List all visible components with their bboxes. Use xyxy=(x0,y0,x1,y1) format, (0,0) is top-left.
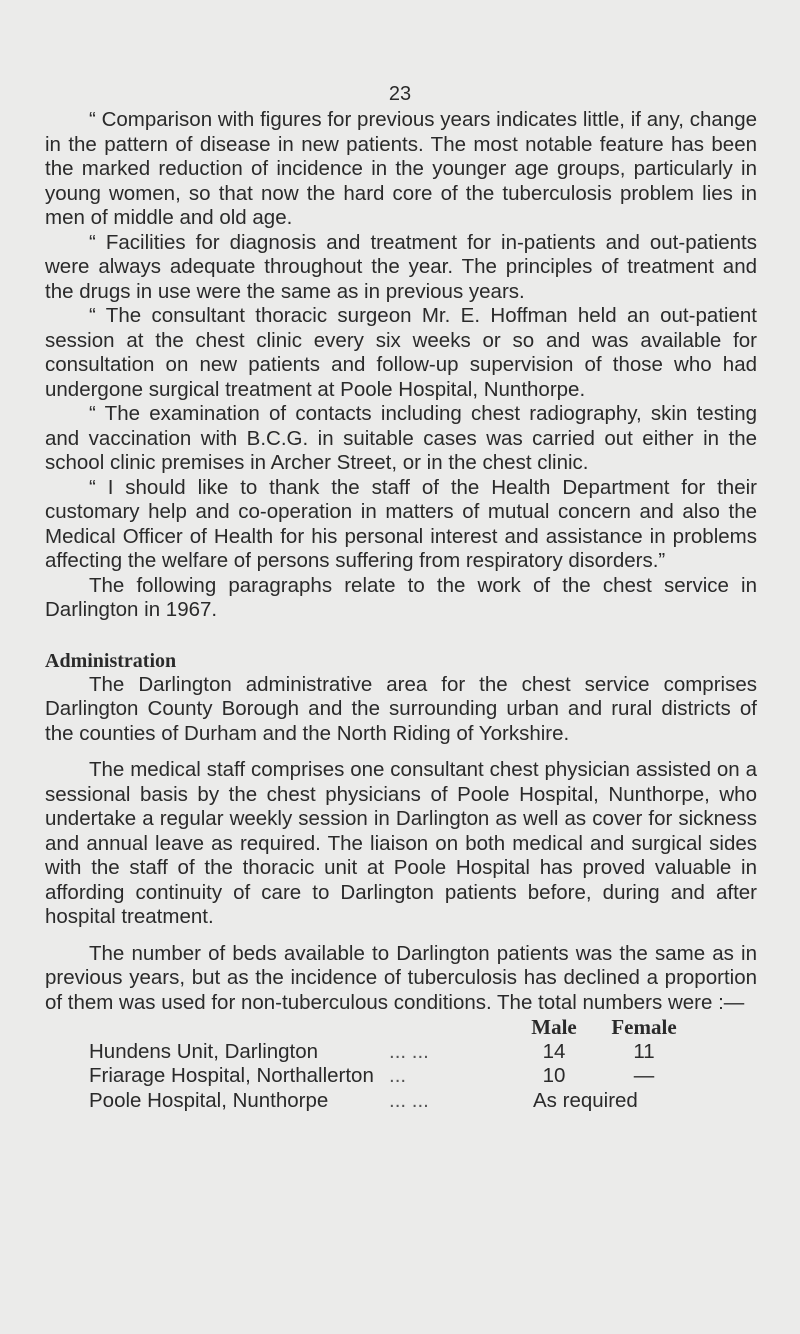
bed-count-combined: As required xyxy=(533,1088,638,1112)
table-row xyxy=(89,1089,699,1114)
hospital-name: Friarage Hospital, Northallerton xyxy=(89,1064,374,1087)
quote-paragraph: “ The examination of contacts including chest radiography, skin testing and vaccination with B.C.G. in suitable cases was carried out either in the school clinic premises in Archer Street, or in the chest clinic. xyxy=(45,402,757,474)
quote-paragraph: “ The consultant thoracic surgeon Mr. E. Hoffman held an out-patient session at the chest clinic every six weeks or so and was available for consultation on new patients and follow-up supervision of those who had undergone surgical treatment at Poole Hospital, Nunthorpe. xyxy=(45,304,757,401)
male-count: 14 xyxy=(542,1039,566,1063)
intro-paragraph: The following paragraphs relate to the work of the chest service in Darlington in 1967. xyxy=(45,573,757,621)
table-row xyxy=(89,1064,699,1089)
quote-paragraph: “ I should like to thank the staff of the Health Department for their customary help and co-operation in matters of mutual concern and also the Medical Officer of Health for his personal interest and assistance in problems affecting the welfare of persons suffering from respiratory disorders.” xyxy=(45,475,757,572)
page-number: 23 xyxy=(388,83,412,105)
section-heading: Administration xyxy=(45,649,177,672)
beds-table xyxy=(89,1015,699,1113)
female-count: 11 xyxy=(633,1039,655,1063)
table-header-row xyxy=(89,1015,699,1040)
header-male: Male xyxy=(531,1015,577,1039)
hospital-name: Poole Hospital, Nunthorpe xyxy=(89,1088,329,1112)
header-female: Female xyxy=(611,1015,677,1039)
quote-paragraph: “ Facilities for diagnosis and treatment for in-patients and out-patients were always adequate throughout the year. The principles of treatment and the drugs in use were the same as in previous years. xyxy=(45,230,757,303)
leader-dots: ... ... xyxy=(389,1039,429,1063)
section-paragraph: The number of beds available to Darlington patients was the same as in previous years, but as the incidence of tuberculosis has declined a proportion of them was used for non-tuberculous conditions. The total numbers were :— xyxy=(45,941,757,1014)
table-row xyxy=(89,1040,699,1065)
male-count: 10 xyxy=(542,1064,566,1087)
leader-dots: ... xyxy=(389,1064,407,1087)
section-paragraph: The medical staff comprises one consultant chest physician assisted on a sessional basis by the chest physicians of Poole Hospital, Nunthorpe, who undertake a regular weekly session in Darlington as well as cover for sickness and annual leave as required. The liaison on both medical and surgical sides with the staff of the thoracic unit at Poole Hospital has proved valuable in affording continuity of care to Darlington patients before, during and after hospital treatment. xyxy=(45,758,757,928)
hospital-name: Hundens Unit, Darlington xyxy=(89,1039,319,1063)
female-count: — xyxy=(633,1064,655,1087)
leader-dots: ... ... xyxy=(389,1088,429,1112)
quote-paragraph: “ Comparison with figures for previous years indicates little, if any, change in the pattern of disease in new patients. The most notable feature has been the marked reduction of incidence in the younger age groups, particularly in young women, so that now the hard core of the tuberculosis problem lies in men of middle and old age. xyxy=(45,108,757,229)
section-paragraph: The Darlington administrative area for the chest service comprises Darlington County Borough and the surrounding urban and rural districts of the counties of Durham and the North Riding of Yorkshire. xyxy=(45,672,757,745)
document-body xyxy=(45,108,757,1113)
